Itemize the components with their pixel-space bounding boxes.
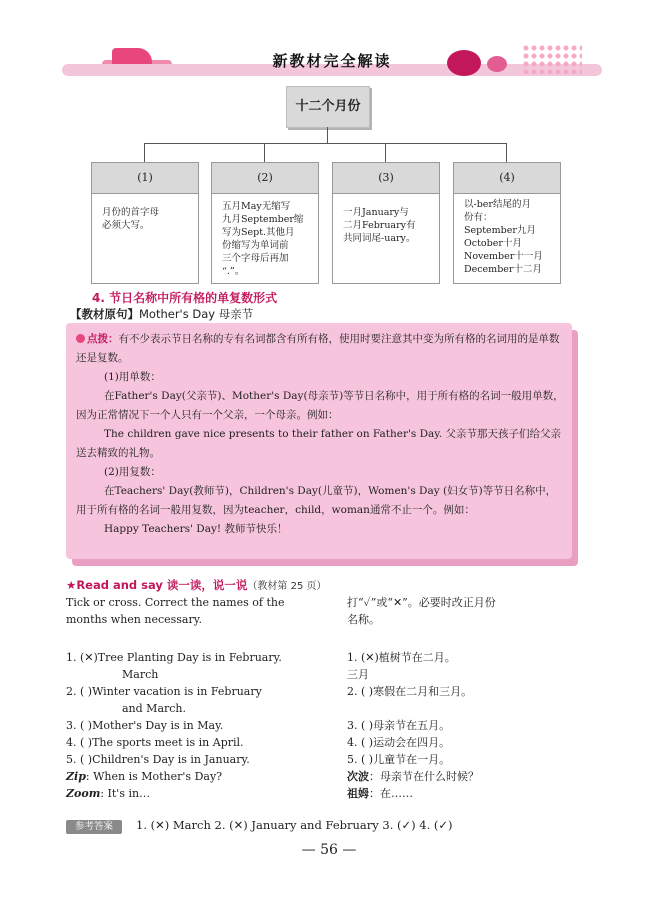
connector-line bbox=[506, 143, 507, 162]
speaker-name: Zip bbox=[66, 770, 86, 783]
instruction-line: 名称。 bbox=[347, 613, 380, 626]
connector-line bbox=[264, 143, 265, 162]
diagram-card-2 bbox=[211, 162, 319, 284]
exercise-item-cont: and March. bbox=[122, 702, 187, 715]
card-line: 二月February有 bbox=[343, 220, 416, 231]
tip-bullet-icon bbox=[76, 334, 85, 343]
read-say-title: Read and say 读一读，说一说 bbox=[76, 578, 248, 592]
speaker-name: Zoom bbox=[66, 787, 101, 800]
tip-paragraph: Happy Teachers' Day! 教师节快乐！ bbox=[104, 523, 288, 535]
exercise-item: 2. ( )寒假在二月和三月。 bbox=[347, 685, 473, 698]
tip-paragraph: The children gave nice presents to their father on Father's Day. 父亲节那天孩子们给父亲送去精致的礼物。 bbox=[76, 428, 561, 459]
card-label: (1) bbox=[92, 163, 198, 194]
connector-line bbox=[144, 143, 145, 162]
card-line: September九月 bbox=[464, 225, 536, 236]
dialog-line bbox=[66, 768, 282, 785]
tip-paragraph: 有不少表示节日名称的专有名词都含有所有格，使用时要注意其中变为所有格的名词用的是单数还是复数。 bbox=[76, 333, 560, 364]
card-line: 五月May无缩写 bbox=[222, 201, 291, 212]
card-line: 共同词尾-uary。 bbox=[343, 233, 416, 244]
exercise-item: 2. ( )Winter vacation is in February bbox=[66, 685, 262, 698]
instruction-line: Tick or cross. Correct the names of the bbox=[66, 596, 285, 609]
answer-text: 1. (✕) March 2. (✕) January and February 3. (✓) 4. (✓) bbox=[136, 818, 453, 832]
page-number: — 56 — bbox=[301, 842, 357, 858]
read-say-ref: （教材第 25 页） bbox=[247, 581, 327, 592]
tip-paragraph: (2)用复数： bbox=[104, 466, 161, 478]
connector-line bbox=[327, 127, 328, 143]
card-line: “.”。 bbox=[222, 266, 245, 277]
instruction-en bbox=[66, 594, 284, 628]
dialog-line bbox=[347, 768, 479, 785]
card-line: October十月 bbox=[464, 238, 522, 249]
card-body bbox=[212, 194, 318, 290]
tip-label: 点拨： bbox=[87, 333, 119, 345]
diagram-card-3 bbox=[332, 162, 440, 284]
exercise-item: 5. ( )儿童节在一月。 bbox=[347, 753, 451, 766]
speaker-name: 次波 bbox=[347, 770, 369, 783]
exercise-item: 4. ( )运动会在四月。 bbox=[347, 736, 451, 749]
card-line: 份缩写为单词前 bbox=[222, 240, 289, 251]
speaker-name: 祖姆 bbox=[347, 787, 369, 800]
card-label: (4) bbox=[454, 163, 560, 194]
exercise-item: 1. (✕)植树节在二月。 bbox=[347, 651, 456, 664]
exercise-item: 3. ( )母亲节在五月。 bbox=[347, 719, 451, 732]
card-body bbox=[92, 194, 198, 244]
dialog-text: ：母亲节在什么时候？ bbox=[369, 770, 479, 783]
source-text: Mother's Day 母亲节 bbox=[139, 307, 254, 321]
instruction-line: 打“✓”或“✕”。必要时改正月份 bbox=[347, 596, 496, 609]
section-heading: 4. 节日名称中所有格的单复数形式 bbox=[92, 291, 278, 305]
exercise-zh bbox=[347, 649, 479, 802]
connector-line bbox=[144, 143, 506, 144]
source-sentence bbox=[70, 306, 253, 322]
page-header bbox=[62, 20, 602, 82]
card-body bbox=[333, 194, 439, 257]
instruction-line: months when necessary. bbox=[66, 613, 202, 626]
tip-paragraph: (1)用单数： bbox=[104, 371, 161, 383]
card-label: (2) bbox=[212, 163, 318, 194]
diagram-card-1 bbox=[91, 162, 199, 284]
instruction-zh bbox=[347, 594, 496, 628]
exercise-item: 3. ( )Mother's Day is in May. bbox=[66, 719, 224, 732]
card-line: 以-ber结尾的月 bbox=[464, 199, 531, 210]
dialog-line bbox=[66, 785, 282, 802]
tip-paragraph: 在Teachers' Day(教师节)，Children's Day(儿童节)，Women's Day (妇女节)等节日名称中，用于所有格的名词一般用复数，因为teacher，child，woman通常不止一个。例如： bbox=[76, 485, 557, 516]
exercise-correction: 三月 bbox=[347, 668, 369, 681]
source-label: 【教材原句】 bbox=[70, 307, 139, 321]
answer-label: 参考答案 bbox=[66, 820, 122, 834]
card-line: 写为Sept.其他月 bbox=[222, 227, 295, 238]
star-icon: ★ bbox=[66, 578, 77, 592]
exercise-item: 1. (✕)Tree Planting Day is in February. bbox=[66, 651, 282, 664]
diagram-root-box: 十二个月份 bbox=[286, 86, 370, 128]
exercise-item: 4. ( )The sports meet is in April. bbox=[66, 736, 244, 749]
dialog-text: : It's in… bbox=[100, 787, 151, 800]
card-line: 必须大写。 bbox=[102, 220, 150, 231]
card-line: 三个字母后再加 bbox=[222, 253, 289, 264]
tip-content bbox=[76, 330, 566, 539]
exercise-correction: March bbox=[122, 668, 159, 681]
card-line: December十二月 bbox=[464, 264, 542, 275]
card-line: 一月January与 bbox=[343, 207, 409, 218]
diagram-card-4 bbox=[453, 162, 561, 284]
connector-line bbox=[385, 143, 386, 162]
card-line: November十一月 bbox=[464, 251, 543, 262]
exercise-item: 5. ( )Children's Day is in January. bbox=[66, 753, 250, 766]
dialog-text: : When is Mother's Day? bbox=[85, 770, 223, 783]
card-line: 份有： bbox=[464, 212, 493, 223]
dialog-text: ：在…… bbox=[369, 787, 413, 800]
tip-paragraph: 在Father's Day(父亲节)、Mother's Day(母亲节)等节日名称中，用于所有格的名词一般用单数，因为正常情况下一个人只有一个父亲，一个母亲。例如： bbox=[76, 390, 564, 421]
card-body bbox=[454, 194, 560, 288]
header-title: 新教材完全解读 bbox=[272, 52, 392, 70]
card-label: (3) bbox=[333, 163, 439, 194]
card-line: 九月September缩 bbox=[222, 214, 304, 225]
exercise-en bbox=[66, 649, 282, 802]
dialog-line bbox=[347, 785, 479, 802]
card-line: 月份的首字母 bbox=[102, 207, 160, 218]
read-say-heading bbox=[66, 577, 327, 593]
